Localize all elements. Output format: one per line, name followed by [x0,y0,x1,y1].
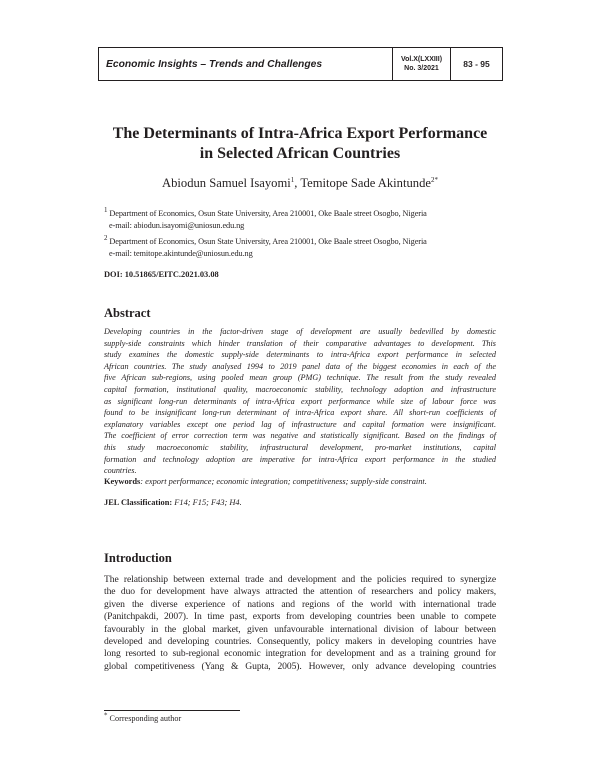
abstract-line: study examines the domestic supply-side determinants to intra-Africa export performance in selected [104,350,496,360]
jel-label: JEL Classification: [104,498,173,507]
jel-text: F14; F15; F43; H4. [172,498,242,507]
keywords-label: Keywords [104,477,141,486]
introduction-body [104,574,496,673]
introduction-heading: Introduction [104,551,172,565]
issue-number: No. 3/2021 [404,65,439,72]
affiliation-1-dept: Department of Economics, Osun State University, Area 210001, Oke Baale street Osogbo, Nigeria [109,209,427,218]
intro-line: (Panitchpakdi, 2007). In time past, exports from developing countries been unable to compete [104,611,496,623]
abstract-line: supply-side constraints which hinder translation of their comparative advantages to development. This [104,338,496,348]
abstract-line: capital formation, institutional quality, macroeconomic stability, technology adoption and infrastructure [104,384,496,394]
volume-label: Vol.X(LXXIII) [400,56,443,63]
author-1: Abiodun Samuel Isayomi [162,176,291,190]
journal-name: Economic Insights – Trends and Challenges [99,48,393,80]
abstract-heading: Abstract [104,306,151,320]
affiliation-2 [104,236,427,260]
author-list [0,176,600,191]
paper-title-line-1: The Determinants of Intra-Africa Export Performance [112,125,488,142]
intro-line: long resorted to sub-regional economic integration for development and as a training ground for [104,648,496,660]
author-1-sup: 1 [290,175,295,184]
journal-header [98,47,503,81]
footnote-sup: * [104,711,108,720]
affiliation-2-email: e-mail: temitope.akintunde@uniosun.edu.ng [109,249,253,258]
intro-line: favourably in the global market, given unfavourable international division of labour between [104,623,496,635]
abstract-line: Developing countries in the factor-driven stage of development are usually bedevilled by domestic [104,327,496,336]
abstract-line: countries. [104,466,137,476]
jel-classification [104,498,242,507]
affiliation-1-email: e-mail: abiodun.isayomi@uniosun.edu.ng [109,221,245,230]
intro-line: The relationship between external trade and development and the policies required to synergize [104,574,496,585]
abstract-line: African countries. The study analysed 1994 to 2019 panel data of the biggest economies in each of the [104,361,496,371]
volume-info [393,48,451,80]
abstract-line: five African sub-regions, using pooled mean group (PMG) technique. The result from the study revealed [104,373,496,383]
intro-line: the duo for development have always attracted the attention of researchers and policy makers, [104,586,496,598]
footnote-text: Corresponding author [107,714,182,723]
affiliation-1-sup: 1 [104,206,108,215]
abstract-line: formation and technology adoption are imperative for intra-Africa export performance in the studied [104,454,496,464]
author-separator: , [294,176,301,190]
doi: DOI: 10.51865/EITC.2021.03.08 [104,270,219,279]
abstract-line: explanatory variables except one period lag of infrastructure and capital formation were insignificant. [104,419,496,429]
footnote-divider [104,710,240,711]
abstract-body [104,326,496,477]
keywords [104,477,427,486]
abstract-line: this study macroeconomic stability, infrastructural development, pro-market institutions, capital [104,442,496,452]
affiliation-2-sup: 2 [104,234,108,243]
intro-line: developed and developing countries. Consequently, policy makers in developing countries have [104,635,496,647]
author-2-sup: 2* [430,175,438,184]
footnote [104,711,182,723]
page-range: 83 - 95 [463,59,490,69]
abstract-line: found to be insignificant long-run determinant of intra-Africa export share. All short-run coefficients of [104,408,496,418]
abstract-line: as significant long-run determinants of intra-Africa export performance while size of labour force was [104,396,496,406]
affiliation-2-dept: Department of Economics, Osun State University, Area 210001, Oke Baale street Osogbo, Nigeria [109,237,427,246]
intro-line: given the diverse experience of nations and regions of the world with international trade [104,598,496,610]
keywords-text: : export performance; economic integration; competitiveness; supply-side constraint. [140,477,427,486]
abstract-line: The coefficient of error correction term was negative and statistically significant. Based on the findings of [104,431,496,441]
affiliation-1 [104,208,427,232]
author-2: Temitope Sade Akintunde [300,176,431,190]
intro-line: global competitiveness (Yang & Gupta, 2005). However, only advance developing countries [104,660,496,672]
paper-title-line-2: in Selected African Countries [199,145,401,162]
